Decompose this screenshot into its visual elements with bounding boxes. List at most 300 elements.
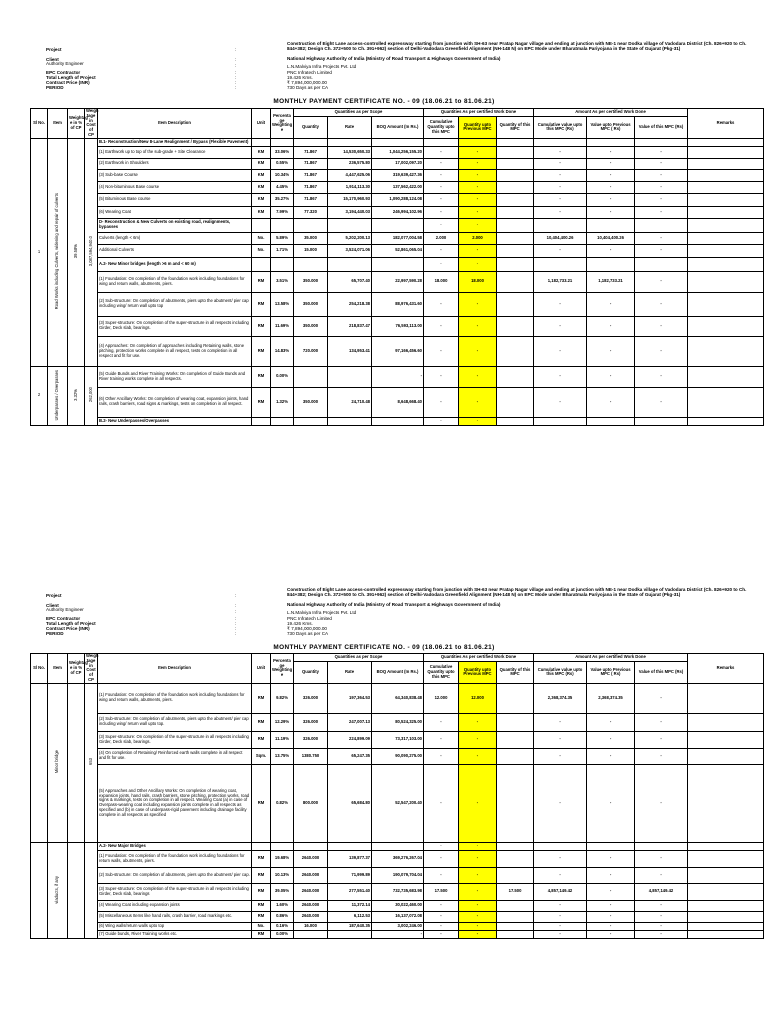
qty-this-cell bbox=[497, 146, 534, 158]
boq-amount-cell: 8,648,668.40 bbox=[372, 387, 424, 417]
col-percent-weighting: Percenta ge Weighting e bbox=[271, 654, 294, 684]
qty-this-cell bbox=[497, 244, 534, 257]
empty-cell bbox=[497, 138, 534, 146]
col-qty-this: Quantity of this MPC bbox=[497, 117, 534, 139]
cumulative-value-cell: - bbox=[534, 731, 587, 748]
remarks-cell bbox=[688, 900, 764, 911]
cumulative-qty-cell: - bbox=[424, 206, 459, 218]
empty-cell bbox=[294, 257, 328, 271]
empty-cell bbox=[497, 218, 534, 232]
cumulative-qty-cell: - bbox=[424, 922, 459, 930]
empty-cell bbox=[587, 138, 635, 146]
value-previous-cell: - bbox=[587, 292, 635, 316]
table-row bbox=[31, 883, 764, 900]
cumulative-value-cell: - bbox=[534, 146, 587, 158]
value-this-cell: - bbox=[635, 867, 688, 883]
group-amount: Amount As per certified Work Done bbox=[534, 109, 688, 117]
table-row bbox=[31, 850, 764, 867]
col-boq-amount: BOQ Amount (In Rs.) bbox=[372, 662, 424, 684]
empty-cell bbox=[497, 257, 534, 271]
value-previous-cell: - bbox=[587, 922, 635, 930]
boq-amount-cell: 76,593,113.00 bbox=[372, 316, 424, 336]
rate-cell: 15,170,960.93 bbox=[328, 193, 372, 206]
empty-cell bbox=[328, 138, 372, 146]
rate-cell: 224,899.09 bbox=[328, 731, 372, 748]
remarks-cell bbox=[688, 930, 764, 938]
rate-cell: 71,999.89 bbox=[328, 867, 372, 883]
cumulative-value-cell: - bbox=[534, 336, 587, 366]
percent-weighting-cell: 0.86% bbox=[271, 911, 294, 922]
cumulative-qty-cell: - bbox=[424, 713, 459, 731]
rate-cell: 24,710.48 bbox=[328, 387, 372, 417]
item-description: (3) Super-structure: On completion of the super-structure in all respects including Girder, Deck slab, bearings. bbox=[98, 731, 252, 748]
percent-weighting-cell: 11.69% bbox=[271, 316, 294, 336]
value-previous-cell: 1,182,733.21 bbox=[587, 271, 635, 292]
qty-previous-cell: - bbox=[459, 146, 497, 158]
item-description: (2) Sub-structure: On completion of abutments, piers upto the abutment/ pier cap. bbox=[98, 867, 252, 883]
cumulative-value-cell: - bbox=[534, 169, 587, 181]
colon: : bbox=[235, 616, 237, 621]
percent-weighting-cell: 10.34% bbox=[271, 169, 294, 181]
unit-cell: KM bbox=[252, 158, 271, 169]
cumulative-value-cell: - bbox=[534, 764, 587, 842]
item-name-cell bbox=[48, 366, 68, 425]
value-previous-cell: 2,368,374.35 bbox=[587, 683, 635, 713]
qty-this-cell bbox=[497, 748, 534, 764]
rate-cell: 65,707.40 bbox=[328, 271, 372, 292]
cumulative-value-cell: - bbox=[534, 930, 587, 938]
quantity-cell: 2640.000 bbox=[294, 911, 328, 922]
rate-cell: 134,953.41 bbox=[328, 336, 372, 366]
percent-weighting-cell: 12.29% bbox=[271, 713, 294, 731]
table-row bbox=[31, 713, 764, 731]
cumulative-value-cell: - bbox=[534, 244, 587, 257]
weighting-pct: 3.32% bbox=[72, 388, 78, 401]
cumulative-qty-cell: - bbox=[424, 316, 459, 336]
cumulative-value-cell: - bbox=[534, 850, 587, 867]
quantity-cell: 2640.000 bbox=[294, 900, 328, 911]
item-description: (5) Bituminous Base course bbox=[98, 193, 252, 206]
group-work-done: Quantities As per certified Work Done bbox=[424, 654, 534, 662]
value-previous-cell: - bbox=[587, 731, 635, 748]
qty-previous-cell: - bbox=[459, 336, 497, 366]
unit-cell: No. bbox=[252, 244, 271, 257]
empty-cell bbox=[372, 417, 424, 425]
unit-cell: RM bbox=[252, 883, 271, 900]
remarks-cell bbox=[688, 292, 764, 316]
section-heading: B.2- New Underpasses/Overpasses bbox=[98, 417, 252, 425]
qty-previous-cell: - bbox=[459, 316, 497, 336]
cumulative-qty-cell: - bbox=[424, 169, 459, 181]
qty-previous-cell: 18.000 bbox=[459, 271, 497, 292]
percent-weighting-cell: 1.71% bbox=[271, 244, 294, 257]
sl-number-cell: 2 bbox=[31, 366, 48, 425]
qty-previous-cell: - bbox=[459, 417, 497, 425]
boq-amount-cell: 246,994,102.96 bbox=[372, 206, 424, 218]
empty-cell bbox=[534, 842, 587, 850]
item-name-cell bbox=[48, 683, 68, 842]
unit-cell: KM bbox=[252, 146, 271, 158]
col-item: Item bbox=[48, 654, 68, 684]
remarks-cell bbox=[688, 181, 764, 193]
cumulative-qty-cell: 18.000 bbox=[424, 271, 459, 292]
value-this-cell: - bbox=[635, 683, 688, 713]
empty-cell bbox=[294, 218, 328, 232]
sl-number-cell: 1 bbox=[31, 138, 48, 366]
qty-this-cell bbox=[497, 316, 534, 336]
remarks-cell bbox=[688, 169, 764, 181]
cumulative-value-cell: - bbox=[534, 206, 587, 218]
colon: : bbox=[235, 631, 237, 636]
value-this-cell: - bbox=[635, 900, 688, 911]
unit-cell: KM bbox=[252, 206, 271, 218]
table-row bbox=[31, 244, 764, 257]
group-work-done: Quantities As per certified Work Done bbox=[424, 109, 534, 117]
empty-cell bbox=[688, 218, 764, 232]
item-description: (4) Wearing Coat including expansion joints bbox=[98, 900, 252, 911]
remarks-cell bbox=[688, 713, 764, 731]
cumulative-qty-cell: - bbox=[424, 336, 459, 366]
boq-amount-cell: - bbox=[372, 930, 424, 938]
qty-previous-cell: - bbox=[459, 257, 497, 271]
cumulative-value-cell: - bbox=[534, 867, 587, 883]
item-description: (7) Guide bunds, River Training works etc. bbox=[98, 930, 252, 938]
qty-previous-cell: - bbox=[459, 292, 497, 316]
rate-cell: 11,372.14 bbox=[328, 900, 372, 911]
quantity-cell: 71.867 bbox=[294, 146, 328, 158]
empty-cell bbox=[635, 218, 688, 232]
cumulative-value-cell: - bbox=[534, 713, 587, 731]
quantity-cell: 326.000 bbox=[294, 713, 328, 731]
table-row bbox=[31, 867, 764, 883]
empty-cell bbox=[587, 842, 635, 850]
value-this-cell: - bbox=[635, 271, 688, 292]
empty-cell bbox=[372, 842, 424, 850]
item-description: (4) On completion of Retaining/ Reinforced earth walls complete in all respect and fit for use. bbox=[98, 748, 252, 764]
percent-weighting-cell: 0.16% bbox=[271, 922, 294, 930]
rate-cell: 3,194,440.03 bbox=[328, 206, 372, 218]
project-label: Project bbox=[46, 47, 62, 52]
unit-cell: RM bbox=[252, 731, 271, 748]
empty-cell bbox=[688, 842, 764, 850]
percent-weighting-cell: 39.05% bbox=[271, 883, 294, 900]
colon: : bbox=[235, 85, 237, 90]
qty-previous-cell: - bbox=[459, 181, 497, 193]
remarks-cell bbox=[688, 731, 764, 748]
item-name: Minor bridge bbox=[54, 750, 60, 774]
epc-value: PNC Infratech Limited bbox=[287, 616, 332, 621]
col-quantity: Quantity bbox=[294, 117, 328, 139]
item-name: Road Works including Culverts, widening and repair of culverts bbox=[54, 193, 60, 310]
value-this-cell: 4,857,149.42 bbox=[635, 883, 688, 900]
item-description: (5) Miscellaneous Items like hand rails, crash barrier, road markings etc. bbox=[98, 911, 252, 922]
value-this-cell: - bbox=[635, 193, 688, 206]
percent-weighting-cell: 35.27% bbox=[271, 193, 294, 206]
section-heading: D- Reconstruction & New Culverts on existing road, realignments, bypasses bbox=[98, 218, 252, 232]
boq-amount-cell: 52,861,065.04 bbox=[372, 244, 424, 257]
cumulative-qty-cell: - bbox=[424, 158, 459, 169]
cumulative-qty-cell: - bbox=[424, 748, 459, 764]
quantity-cell: 326.000 bbox=[294, 683, 328, 713]
quantity-cell: 71.867 bbox=[294, 169, 328, 181]
qty-previous-cell: - bbox=[459, 850, 497, 867]
unit-cell: Sqm. bbox=[252, 748, 271, 764]
percent-weighting-cell: 13.58% bbox=[271, 292, 294, 316]
certificate-title: MONTHLY PAYMENT CERTIFICATE NO. - 09 (18.06.21 to 81.06.21) bbox=[273, 98, 495, 105]
empty-cell bbox=[497, 842, 534, 850]
value-this-cell: - bbox=[635, 713, 688, 731]
percent-weighting-cell: 7.99% bbox=[271, 206, 294, 218]
value-previous-cell: - bbox=[587, 206, 635, 218]
remarks-cell bbox=[688, 922, 764, 930]
table-row bbox=[31, 292, 764, 316]
empty-cell bbox=[372, 218, 424, 232]
work-table bbox=[30, 108, 764, 426]
colon: : bbox=[235, 621, 237, 626]
cumulative-value-cell: 2,368,374.35 bbox=[534, 683, 587, 713]
boq-amount-cell: 17,002,097.20 bbox=[372, 158, 424, 169]
client-value: National Highway Authority of India (Ministry of Road Transport & Highways Government of India) bbox=[287, 56, 501, 61]
remarks-cell bbox=[688, 366, 764, 387]
col-quantity: Quantity bbox=[294, 662, 328, 684]
table-row bbox=[31, 731, 764, 748]
empty-cell bbox=[372, 257, 424, 271]
item-description: (1) Foundation: On completion of the foundation work including foundations for wing and return walls, abutments, piers. bbox=[98, 683, 252, 713]
project-value: Construction of Eight Lane access-controlled expressway starting from junction with SH-63 near Pratap Nagar village and ending at junction with NE-1 near Dodka village of Vadodara District (Ch. 826+920 to Ch. 844+382; Design Ch. 372+500 to Ch. 391+962) section of Delhi-Vadodara Greenfield Alignment (NH-148 N) on EPC Mode under Bharatmala Pariyojana in the State of Gujarat (Pkg-31) bbox=[287, 41, 747, 52]
boq-amount-cell: 52,547,200.40 bbox=[372, 764, 424, 842]
qty-previous-cell: - bbox=[459, 169, 497, 181]
unit-cell: KM bbox=[252, 193, 271, 206]
qty-this-cell bbox=[497, 713, 534, 731]
percent-weighting-cell: 11.19% bbox=[271, 731, 294, 748]
remarks-cell bbox=[688, 748, 764, 764]
item-description: (1) Foundation: On completion of the foundation work including foundations for return walls, abutments, piers. bbox=[98, 850, 252, 867]
cumulative-qty-cell: - bbox=[424, 366, 459, 387]
value-previous-cell: - bbox=[587, 181, 635, 193]
item-name-cell bbox=[48, 842, 68, 938]
col-rate: Rate bbox=[328, 117, 372, 139]
empty-cell bbox=[635, 842, 688, 850]
qty-this-cell bbox=[497, 900, 534, 911]
cumulative-qty-cell: - bbox=[424, 842, 459, 850]
qty-previous-cell: 2.000 bbox=[459, 232, 497, 244]
period-value: 730 Days as per CA bbox=[287, 631, 329, 636]
cumulative-qty-cell: - bbox=[424, 764, 459, 842]
empty-cell bbox=[252, 218, 271, 232]
ae-value: L.N.Malviya Infra Projects Pvt. Ltd bbox=[287, 64, 357, 69]
value-previous-cell: - bbox=[587, 336, 635, 366]
cumulative-value-cell: - bbox=[534, 922, 587, 930]
empty-cell bbox=[372, 138, 424, 146]
item-description: Culverts (length < 6m) bbox=[98, 232, 252, 244]
table-row bbox=[31, 146, 764, 158]
quantity-cell: 71.867 bbox=[294, 181, 328, 193]
weighting-pct-cell bbox=[68, 683, 85, 842]
item-description: (3) Super-structure: On completion of the super-structure in all respects including Girder, Deck slab, bearings bbox=[98, 883, 252, 900]
rate-cell: 254,218.38 bbox=[328, 292, 372, 316]
unit-cell: RM bbox=[252, 292, 271, 316]
qty-previous-cell: - bbox=[459, 731, 497, 748]
unit-cell: RM bbox=[252, 867, 271, 883]
unit-cell: No. bbox=[252, 232, 271, 244]
cumulative-qty-cell: - bbox=[424, 387, 459, 417]
empty-cell bbox=[534, 417, 587, 425]
qty-this-cell bbox=[497, 731, 534, 748]
colon: : bbox=[235, 70, 237, 75]
cumulative-qty-cell: - bbox=[424, 930, 459, 938]
empty-cell bbox=[534, 257, 587, 271]
percent-weighting-cell: 0.00% bbox=[271, 366, 294, 387]
qty-previous-cell: - bbox=[459, 206, 497, 218]
rate-cell: 187,640.35 bbox=[328, 922, 372, 930]
rate-cell: 139,877.37 bbox=[328, 850, 372, 867]
col-cumulative-qty: Cumulative Quantity upto this MPC bbox=[424, 662, 459, 684]
qty-this-cell bbox=[497, 922, 534, 930]
value-this-cell: - bbox=[635, 292, 688, 316]
value-this-cell: - bbox=[635, 731, 688, 748]
unit-cell: RM bbox=[252, 911, 271, 922]
price-label: Contract Price (INR) bbox=[46, 80, 90, 85]
empty-cell bbox=[271, 257, 294, 271]
empty-cell bbox=[587, 417, 635, 425]
qty-this-cell bbox=[497, 336, 534, 366]
value-previous-cell: - bbox=[587, 387, 635, 417]
qty-previous-cell: - bbox=[459, 244, 497, 257]
rate-cell: 218,837.47 bbox=[328, 316, 372, 336]
value-this-cell: - bbox=[635, 764, 688, 842]
colon: : bbox=[235, 80, 237, 85]
unit-cell: RM bbox=[252, 387, 271, 417]
rate-cell: 65,247.35 bbox=[328, 748, 372, 764]
table-row bbox=[31, 138, 764, 146]
quantity-cell: 350.000 bbox=[294, 292, 328, 316]
quantity-cell: 77.320 bbox=[294, 206, 328, 218]
quantity-cell: 2640.000 bbox=[294, 867, 328, 883]
remarks-cell bbox=[688, 764, 764, 842]
percent-weighting-cell: 14.83% bbox=[271, 336, 294, 366]
price-value: ₹ 7,894,000,000.00 bbox=[287, 626, 327, 631]
qty-this-cell bbox=[497, 850, 534, 867]
item-description: Additional Culverts bbox=[98, 244, 252, 257]
qty-previous-cell: - bbox=[459, 748, 497, 764]
table-row bbox=[31, 181, 764, 193]
certificate-title: MONTHLY PAYMENT CERTIFICATE NO. - 09 (18.06.21 to 81.06.21) bbox=[273, 644, 495, 651]
quantity-cell: 2640.000 bbox=[294, 883, 328, 900]
remarks-cell bbox=[688, 206, 764, 218]
value-previous-cell: - bbox=[587, 366, 635, 387]
remarks-cell bbox=[688, 271, 764, 292]
cumulative-qty-cell: - bbox=[424, 218, 459, 232]
percent-weighting-cell: 10.13% bbox=[271, 867, 294, 883]
certificate-page-1 bbox=[0, 0, 768, 510]
rate-cell bbox=[328, 930, 372, 938]
price-value: ₹ 7,894,000,000.00 bbox=[287, 80, 327, 85]
table-row bbox=[31, 748, 764, 764]
table-row bbox=[31, 366, 764, 387]
qty-previous-cell: - bbox=[459, 922, 497, 930]
boq-amount-cell: 182,077,004.58 bbox=[372, 232, 424, 244]
qty-this-cell bbox=[497, 930, 534, 938]
col-item: Item bbox=[48, 109, 68, 139]
remarks-cell bbox=[688, 336, 764, 366]
quantity-cell: 350.000 bbox=[294, 316, 328, 336]
unit-cell: KM bbox=[252, 169, 271, 181]
weighting-pct-cell bbox=[68, 366, 85, 425]
cumulative-qty-cell: - bbox=[424, 911, 459, 922]
empty-cell bbox=[688, 257, 764, 271]
epc-value: PNC Infratech Limited bbox=[287, 70, 332, 75]
empty-cell bbox=[534, 218, 587, 232]
value-previous-cell: - bbox=[587, 900, 635, 911]
qty-previous-cell: - bbox=[459, 867, 497, 883]
rate-cell: 236,575.80 bbox=[328, 158, 372, 169]
cumulative-qty-cell: - bbox=[424, 146, 459, 158]
quantity-cell: 350.000 bbox=[294, 271, 328, 292]
quantity-cell: 1380.750 bbox=[294, 748, 328, 764]
col-weighting-cost: Weigh tage in Cost of CP bbox=[86, 653, 99, 682]
boq-amount-cell: 73,317,103.00 bbox=[372, 731, 424, 748]
table-row bbox=[31, 316, 764, 336]
remarks-cell bbox=[688, 146, 764, 158]
cumulative-qty-cell: 12.000 bbox=[424, 683, 459, 713]
colon: : bbox=[235, 63, 237, 68]
table-row bbox=[31, 764, 764, 842]
col-remarks: Remarks bbox=[688, 109, 764, 139]
group-amount: Amount As per certified Work Done bbox=[534, 654, 688, 662]
col-percent-weighting: Percenta ge Weighting e bbox=[271, 109, 294, 139]
cumulative-value-cell: - bbox=[534, 193, 587, 206]
rate-cell: 247,007.13 bbox=[328, 713, 372, 731]
table-row bbox=[31, 336, 764, 366]
period-label: PERIOD bbox=[46, 85, 64, 90]
empty-cell bbox=[252, 417, 271, 425]
percent-weighting-cell: 1.60% bbox=[271, 900, 294, 911]
unit-cell: RM bbox=[252, 366, 271, 387]
cumulative-qty-cell: - bbox=[424, 257, 459, 271]
col-value-previous: Value upto Previous MPC ( Rs) bbox=[587, 117, 635, 139]
col-value-this: Value of this MPC (Rs) bbox=[635, 662, 688, 684]
qty-previous-cell: - bbox=[459, 158, 497, 169]
rate-cell bbox=[328, 366, 372, 387]
value-previous-cell: - bbox=[587, 316, 635, 336]
item-description: (2) Sub-structure: On completion of abutments, piers upto the abutment/ pier cap including wing/ return wall upto top. bbox=[98, 713, 252, 731]
item-description: (6) Other Ancillary Works: On completion of wearing coat, expansion joints, hand rails, crash barriers, road signs & markings, tests on completion in all respect. bbox=[98, 387, 252, 417]
qty-previous-cell: - bbox=[459, 911, 497, 922]
client-label: Client bbox=[46, 57, 59, 62]
col-qty-previous: Quantity upto Previous MPC bbox=[459, 117, 497, 139]
cumulative-value-cell: 10,404,400.26 bbox=[534, 232, 587, 244]
table-row bbox=[31, 683, 764, 713]
boq-amount-cell: 732,735,683.98 bbox=[372, 883, 424, 900]
remarks-cell bbox=[688, 683, 764, 713]
cumulative-value-cell: - bbox=[534, 158, 587, 169]
remarks-cell bbox=[688, 911, 764, 922]
boq-amount-cell: 369,276,267.04 bbox=[372, 850, 424, 867]
section-heading: B.1- Reconstruction/New 8-Lane Realignment / Bypass (Flexible Pavement) bbox=[98, 138, 252, 146]
boq-amount-cell: 16,137,072.08 bbox=[372, 911, 424, 922]
qty-this-cell bbox=[497, 271, 534, 292]
value-this-cell: - bbox=[635, 930, 688, 938]
empty-cell bbox=[271, 842, 294, 850]
colon: : bbox=[235, 75, 237, 80]
empty-cell bbox=[635, 257, 688, 271]
table-row bbox=[31, 169, 764, 181]
table-row bbox=[31, 271, 764, 292]
empty-cell bbox=[294, 417, 328, 425]
qty-this-cell bbox=[497, 193, 534, 206]
table-row bbox=[31, 218, 764, 232]
item-name: Underpasses / Overpasses bbox=[54, 369, 60, 421]
